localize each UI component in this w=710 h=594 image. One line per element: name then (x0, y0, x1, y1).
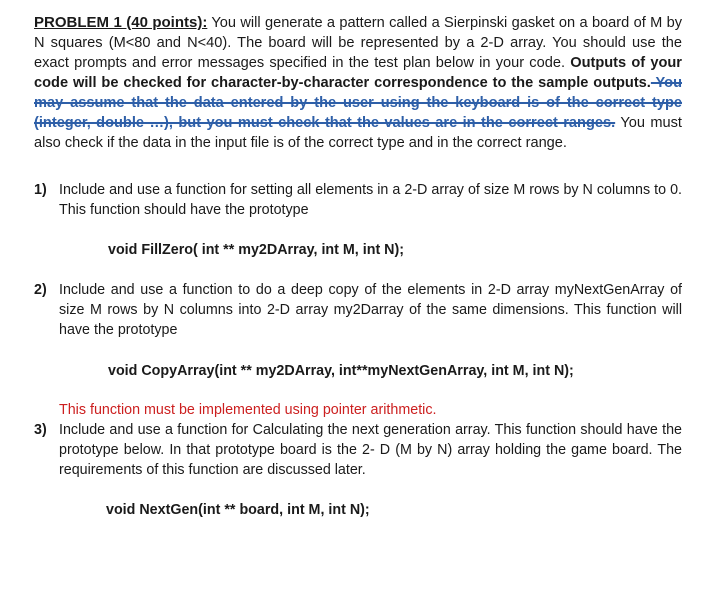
problem-title: PROBLEM 1 (40 points): (34, 14, 208, 31)
list-item-2 (34, 280, 682, 340)
item-number: 2) (34, 282, 47, 298)
fillzero-prototype: void FillZero( int ** my2DArray, int M, int N); (108, 242, 405, 258)
intro-text: You will generate a pattern called a Sierpinski gasket on a board of M by N squares (M<80 and N<40). The board will be represented by a 2-D array. You should use the exact prompts and error messages specified in the test plan below in your code. (34, 15, 682, 71)
nextgen-prototype: void NextGen(int ** board, int M, int N); (106, 502, 370, 518)
problem-intro (34, 13, 682, 153)
input-check-text: You must also check if the data in the input file is of the correct type and in the correct range. (34, 115, 682, 151)
item-text: Include and use a function to do a deep copy of the elements in 2-D array myNextGenArray of size M rows by N columns into 2-D array my2Darray of the same dimensions. This function will have the prototype (59, 282, 682, 338)
list-item-1 (34, 180, 682, 220)
list-item-3 (34, 420, 682, 480)
pointer-arithmetic-note: This function must be implemented using pointer arithmetic. (59, 402, 437, 418)
output-requirement: Outputs of your code will be checked for character-by-character correspondence to the sample outputs. (34, 55, 682, 91)
item-text: Include and use a function for Calculating the next generation array. This function should have the prototype below. In that prototype board is the 2- D (M by N) array holding the game board. The requirements of this function are discussed later. (59, 422, 682, 478)
item-number: 1) (34, 182, 47, 198)
copyarray-prototype: void CopyArray(int ** my2DArray, int**myNextGenArray, int M, int N); (108, 363, 574, 379)
item-number: 3) (34, 422, 47, 438)
struck-assumption: You may assume that the data entered by the user using the keyboard is of the correct type (integer, double …), but you must check that the values are in the correct ranges. (34, 75, 682, 131)
item-text: Include and use a function for setting all elements in a 2-D array of size M rows by N columns to 0. This function should have the prototype (59, 182, 682, 218)
